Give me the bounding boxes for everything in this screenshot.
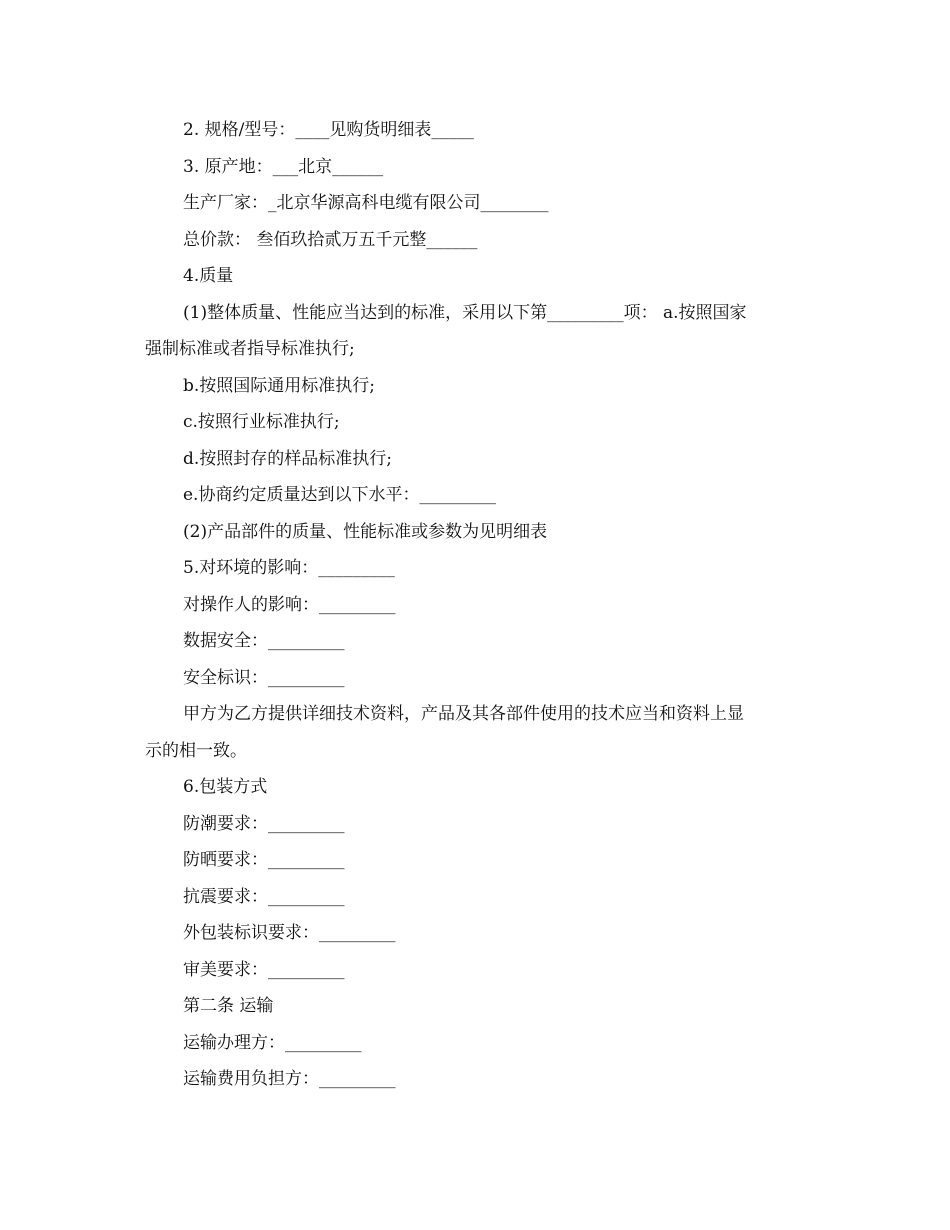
- operator-impact-line: 对操作人的影响：_________: [183, 594, 396, 615]
- total-price-line: 总价款： 叁佰玖拾贰万五千元整______: [183, 229, 478, 250]
- quality-heading: 4.质量: [183, 266, 234, 286]
- spec-model-line: 2. 规格/型号：____见购货明细表_____: [183, 120, 474, 140]
- component-quality-line: (2)产品部件的质量、性能标准或参数为见明细表: [183, 521, 548, 542]
- document-body: [145, 112, 805, 1098]
- technical-docs-line: 甲方为乙方提供详细技术资料，产品及其各部件使用的技术应当和资料上显: [183, 704, 744, 724]
- transport-handler-line: 运输办理方：_________: [183, 1032, 362, 1053]
- quality-option-d: d.按照封存的样品标准执行;: [183, 448, 393, 469]
- article-two-heading: 第二条 运输: [183, 996, 274, 1016]
- moisture-requirement-line: 防潮要求：_________: [183, 813, 345, 834]
- quality-option-e: e.协商约定质量达到以下水平：_________: [183, 485, 496, 505]
- data-security-line: 数据安全：_________: [183, 631, 345, 651]
- sun-requirement-line: 防晒要求：_________: [183, 850, 345, 870]
- quality-option-b: b.按照国际通用标准执行;: [183, 375, 376, 396]
- quality-standard-continuation: 强制标准或者指导标准执行;: [145, 339, 355, 359]
- outer-label-requirement-line: 外包装标识要求：_________: [183, 923, 396, 943]
- transport-cost-line: 运输费用负担方：_________: [183, 1069, 396, 1089]
- aesthetic-requirement-line: 审美要求：_________: [183, 959, 345, 980]
- environment-impact-line: 5.对环境的影响：_________: [183, 558, 395, 578]
- shock-requirement-line: 抗震要求：_________: [183, 886, 345, 907]
- origin-line: 3. 原产地：___北京______: [183, 156, 384, 177]
- quality-standard-line: (1)整体质量、性能应当达到的标准，采用以下第_________项： a.按照国家: [183, 302, 747, 323]
- quality-option-c: c.按照行业标准执行;: [183, 412, 340, 432]
- safety-mark-line: 安全标识：_________: [183, 667, 345, 688]
- technical-docs-continuation: 示的相一致。: [145, 740, 247, 761]
- manufacturer-line: 生产厂家：_北京华源高科电缆有限公司________: [183, 193, 549, 213]
- packaging-heading: 6.包装方式: [183, 777, 268, 797]
